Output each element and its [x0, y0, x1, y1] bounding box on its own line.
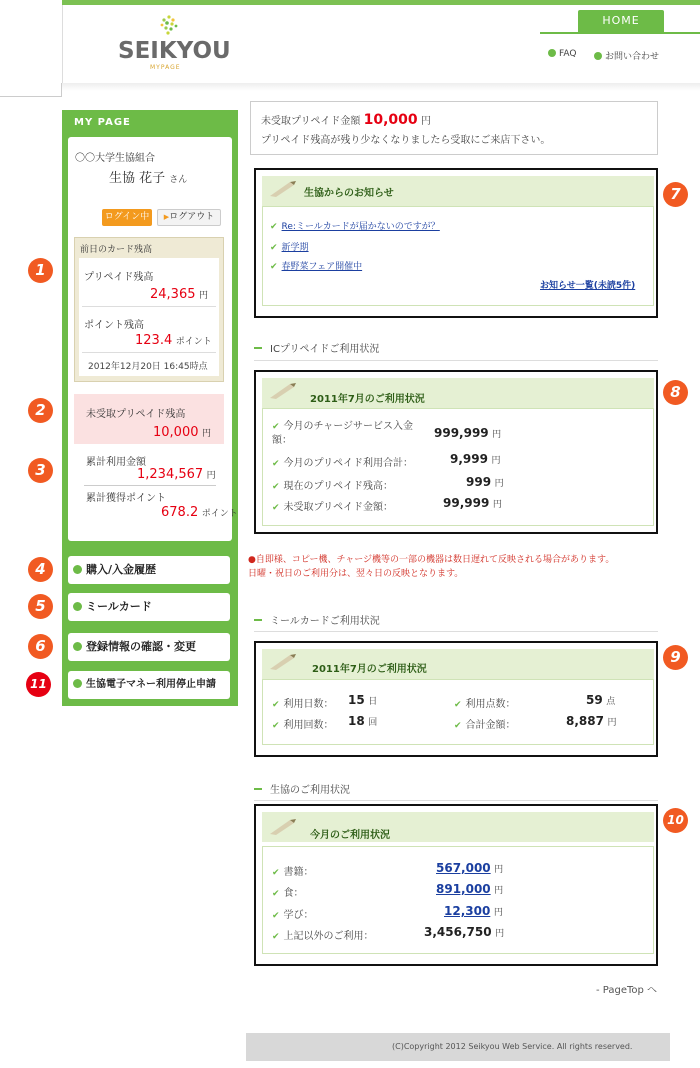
point-balance-number: 123.4: [135, 333, 173, 348]
meal-times-value: [348, 714, 377, 728]
annotation-marker-11: 11: [26, 672, 51, 697]
logo[interactable]: SEIKYOU: [118, 38, 231, 64]
user-name-text: 生協 花子: [109, 171, 166, 186]
menu-label: 登録情報の確認・変更: [86, 640, 196, 653]
ic-row-number: 9,999: [450, 452, 488, 466]
total-usage-value: [137, 467, 216, 482]
coop-row-value: [444, 904, 503, 918]
bullet-icon: [73, 679, 82, 688]
coop-row-label-text: 上記以外のご利用：: [283, 931, 374, 942]
contact-label: お問い合わせ: [605, 52, 660, 62]
contact-link[interactable]: [594, 49, 659, 62]
yen-unit: 円: [493, 908, 503, 918]
annotation-marker-5: 5: [28, 594, 53, 619]
pen-icon: [268, 380, 298, 400]
coop-row-label: [272, 884, 304, 899]
total-usage-label: 累計利用金額: [86, 457, 146, 468]
disclaimer: ●自即様、コピー機、チャージ機等の一部の機器は数日遅れて反映される場合があります。: [248, 555, 615, 565]
page-top-link[interactable]: - PageTop へ: [596, 985, 658, 996]
dash-icon: [254, 788, 262, 790]
menu-emoney-stop-request[interactable]: [68, 671, 230, 699]
menu-label: 生協電子マネー利用停止申請: [86, 679, 216, 690]
annotation-marker-10: 10: [663, 808, 688, 833]
yen-unit: 円: [494, 865, 504, 875]
ic-row-value: [466, 475, 504, 489]
logout-button[interactable]: [157, 209, 221, 226]
dash-icon: [254, 619, 262, 621]
bullet-icon: [73, 602, 82, 611]
news-link[interactable]: 新学期: [281, 243, 309, 253]
yen-unit: 円: [202, 429, 212, 439]
bullet-icon: [594, 52, 602, 60]
ic-row-number: 999,999: [434, 426, 489, 440]
left-border: [0, 83, 62, 97]
divider: [82, 306, 216, 307]
menu-registration-info[interactable]: [68, 633, 230, 661]
login-status-badge: ログイン中: [102, 209, 152, 226]
times-unit: 回: [368, 718, 378, 728]
meal-items-number: 59: [586, 693, 603, 707]
annotation-marker-7: 7: [663, 182, 688, 207]
pen-icon: [268, 651, 298, 671]
notice-message: プリペイド残高が残り少なくなりましたら受取にご来店下さい。: [261, 135, 551, 146]
meal-usage-list: [262, 679, 654, 745]
annotation-marker-4: 4: [28, 557, 53, 582]
annotation-marker-9: 9: [663, 645, 688, 670]
yen-unit: 円: [492, 500, 502, 510]
check-icon: ✔: [454, 700, 462, 710]
total-usage-number: 1,234,567: [137, 467, 204, 482]
bullet-icon: [73, 565, 82, 574]
meal-times-text: 利用回数：: [283, 720, 334, 731]
pen-icon: [268, 178, 298, 198]
total-points-number: 678.2: [161, 505, 199, 520]
annotation-marker-3: 3: [28, 458, 53, 483]
user-honorific: さん: [169, 175, 188, 185]
section-heading-meal: [254, 612, 380, 627]
sidebar-title: MY PAGE: [74, 117, 131, 128]
unreceived-prepaid-value: [153, 425, 211, 440]
news-link[interactable]: Re:ミールカードが届かないのですが？: [281, 222, 440, 232]
check-icon: ✔: [272, 422, 280, 432]
points-unit: 点: [606, 697, 616, 707]
section-heading-text: ICプリペイドご利用状況: [270, 344, 380, 355]
user-name: [109, 167, 187, 186]
coop-row-value: [424, 925, 504, 939]
ic-row-label-text: 今月のチャージサービス入金額：: [272, 421, 414, 446]
yen-unit: 円: [495, 929, 505, 939]
point-unit: ポイント: [201, 509, 238, 519]
divider: [254, 800, 658, 801]
point-unit: ポイント: [175, 337, 212, 347]
logo-dots-icon: [154, 14, 184, 36]
total-points-value: [161, 505, 238, 520]
check-icon: ✔: [272, 721, 280, 731]
coop-row-label: [272, 927, 374, 942]
faq-link[interactable]: [548, 49, 576, 59]
news-item[interactable]: [270, 240, 309, 253]
check-icon: ✔: [272, 911, 280, 921]
annotation-marker-6: 6: [28, 634, 53, 659]
notice-box: [250, 101, 658, 155]
as-of-timestamp: 2012年12月20日 16:45時点: [88, 362, 208, 372]
university-name: 〇〇大学生協組合: [75, 153, 155, 164]
divider: [84, 485, 216, 486]
menu-meal-card[interactable]: [68, 593, 230, 621]
meal-days-text: 利用日数：: [283, 699, 334, 710]
coop-row-link[interactable]: 891,000: [436, 882, 491, 896]
ic-row-label: [272, 498, 393, 513]
meal-total-label: [454, 716, 516, 731]
coop-row-value: [436, 861, 503, 875]
yen-unit: 円: [199, 291, 209, 301]
logo-subtitle: MYPAGE: [150, 64, 181, 71]
yen-unit: 円: [607, 718, 617, 728]
meal-total-value: [566, 714, 616, 728]
divider: [254, 360, 658, 361]
prepaid-balance-label: プリペイド残高: [84, 272, 154, 283]
coop-panel-title: 今月のご利用状況: [310, 830, 390, 841]
home-underline: [540, 32, 700, 34]
meal-items-label: [454, 695, 516, 710]
yen-unit: 円: [491, 456, 501, 466]
meal-items-text: 利用点数：: [465, 699, 516, 710]
ic-row-label-text: 現在のプリペイド残高：: [283, 481, 393, 492]
ic-panel-title: 2011年7月のご利用状況: [310, 394, 425, 405]
meal-days-label: [272, 695, 334, 710]
total-points-label: 累計獲得ポイント: [86, 493, 166, 504]
dash-icon: [254, 347, 262, 349]
unreceived-prepaid-label: 未受取プリペイド残高: [86, 409, 186, 420]
coop-row-number: 3,456,750: [424, 925, 492, 939]
ic-row-value: [434, 426, 501, 440]
ic-row-label: [272, 477, 393, 492]
check-icon: ✔: [272, 503, 280, 513]
bullet-icon: [73, 642, 82, 651]
meal-days-value: [348, 693, 377, 707]
faq-label: FAQ: [559, 49, 577, 59]
divider: [254, 631, 658, 632]
point-balance-label: ポイント残高: [84, 320, 144, 331]
coop-row-label: [272, 863, 314, 878]
news-item[interactable]: [270, 259, 362, 272]
home-button[interactable]: HOME: [578, 10, 664, 32]
section-heading-text: 生協のご利用状況: [270, 785, 350, 796]
notice-label: 未受取プリペイド金額: [261, 116, 361, 127]
news-all-link[interactable]: お知らせ一覧(未読5件): [540, 281, 636, 291]
news-title: 生協からのお知らせ: [304, 188, 394, 199]
point-balance-value: [135, 333, 212, 348]
meal-total-text: 合計金額：: [465, 720, 516, 731]
coop-row-link[interactable]: 12,300: [444, 904, 491, 918]
pen-icon: [268, 816, 298, 836]
meal-times-number: 18: [348, 714, 365, 728]
check-icon: ✔: [272, 868, 280, 878]
coop-row-label-text: 食：: [283, 888, 304, 899]
news-link[interactable]: 春野菜フェア開催中: [281, 262, 363, 272]
yen-unit: 円: [494, 886, 504, 896]
ic-row-label-text: 未受取プリペイド金額：: [283, 502, 393, 513]
menu-purchase-history[interactable]: [68, 556, 230, 584]
coop-row-label-text: 学び：: [283, 910, 314, 921]
unreceived-prepaid-number: 10,000: [153, 425, 199, 440]
annotation-marker-8: 8: [663, 380, 688, 405]
check-icon: ✔: [454, 721, 462, 731]
check-icon: ✔: [272, 459, 280, 469]
check-icon: ✔: [270, 243, 278, 253]
section-heading-text: ミールカードご利用状況: [270, 616, 380, 627]
ic-row-label: [272, 454, 413, 469]
check-icon: ✔: [272, 482, 280, 492]
yen-unit: 円: [492, 430, 502, 440]
card-balance-title: 前日のカード残高: [80, 245, 153, 255]
coop-row-label: [272, 906, 314, 921]
coop-row-value: [436, 882, 503, 896]
annotation-marker-1: 1: [28, 258, 53, 283]
ic-row-value: [443, 496, 502, 510]
check-icon: ✔: [270, 262, 278, 272]
notice-unreceived: [261, 112, 431, 128]
chevron-right-icon: ▶: [163, 213, 170, 221]
prepaid-balance-number: 24,365: [150, 287, 196, 302]
meal-days-number: 15: [348, 693, 365, 707]
check-icon: ✔: [272, 932, 280, 942]
section-heading-ic: [254, 340, 379, 355]
meal-items-value: [586, 693, 615, 707]
notice-unit: 円: [420, 116, 431, 127]
menu-label: ミールカード: [86, 600, 152, 613]
ic-row-number: 99,999: [443, 496, 490, 510]
ic-row-number: 999: [466, 475, 492, 489]
yen-unit: 円: [206, 471, 216, 481]
ic-row-value: [450, 452, 500, 466]
news-item[interactable]: [270, 219, 440, 232]
meal-total-number: 8,887: [566, 714, 604, 728]
ic-row-label-text: 今月のプリペイド利用合計：: [283, 458, 413, 469]
disclaimer: 日曜・祝日のご利用分は、翌々日の反映となります。: [248, 569, 464, 579]
coop-row-label-text: 書籍：: [283, 867, 314, 878]
check-icon: ✔: [270, 222, 278, 232]
copyright: (C)Copyright 2012 Seikyou Web Service. All rights reserved.: [392, 1042, 633, 1051]
meal-times-label: [272, 716, 334, 731]
bullet-icon: [548, 49, 556, 57]
logout-label: ログアウト: [169, 212, 215, 222]
coop-row-link[interactable]: 567,000: [436, 861, 491, 875]
check-icon: ✔: [272, 700, 280, 710]
meal-panel-title: 2011年7月のご利用状況: [312, 664, 427, 675]
check-icon: ✔: [272, 889, 280, 899]
notice-amount: 10,000: [363, 112, 418, 128]
yen-unit: 円: [494, 479, 504, 489]
day-unit: 日: [368, 697, 378, 707]
section-heading-coop: [254, 781, 350, 796]
prepaid-balance-value: [150, 287, 208, 302]
header-shadow: [62, 83, 700, 91]
menu-label: 購入/入金履歴: [86, 563, 157, 576]
divider: [82, 352, 216, 353]
annotation-marker-2: 2: [28, 398, 53, 423]
ic-row-label: [272, 420, 422, 447]
